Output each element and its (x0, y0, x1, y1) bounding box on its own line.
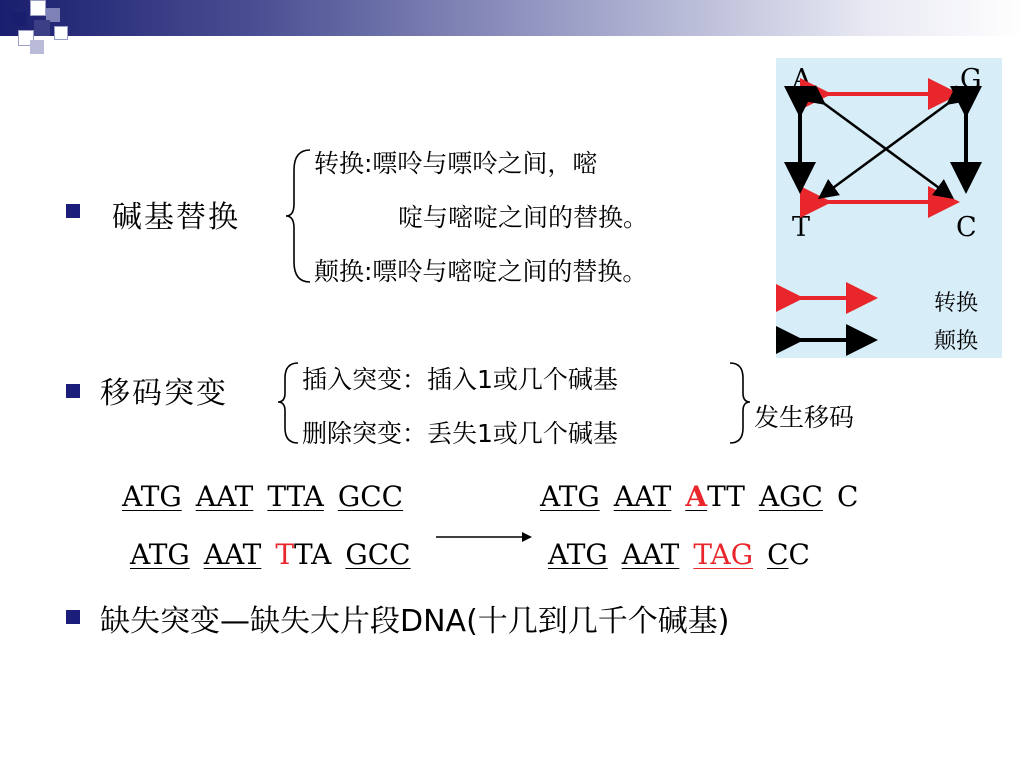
legend-transition-label: 转换 (934, 291, 979, 316)
deletion-mutation-text: 缺失突变—缺失大片段DNA(十几到几千个碱基) (100, 604, 730, 639)
bullet-square-1 (66, 204, 80, 218)
mutation-arrow (436, 530, 536, 544)
codon: AGC (758, 480, 823, 513)
codon-partial: C (836, 480, 859, 513)
codon: ATG (540, 480, 600, 513)
frameshift-right-brace (728, 360, 752, 446)
inserted-base: A (685, 480, 708, 513)
codon: AAT (195, 480, 254, 513)
codon-rest: TA (294, 538, 332, 571)
header-square-decoration (0, 0, 80, 64)
codon: GCC (345, 538, 411, 571)
node-c: C (956, 212, 977, 243)
insertion-text: 插入突变：插入1或几个碱基 (302, 365, 618, 394)
legend-transversion-label: 颠换 (934, 329, 979, 354)
node-g: G (960, 64, 982, 95)
frameshift-left-brace (276, 360, 302, 446)
frameshift-result-text: 发生移码 (754, 403, 855, 432)
node-a: A (792, 64, 812, 95)
stop-codon: TAG (693, 538, 754, 571)
codon-partial: C (767, 538, 789, 571)
substitution-brace (284, 146, 314, 286)
deleted-base: T (275, 538, 295, 571)
codon-with-deleted-base (275, 538, 331, 571)
codon: AAT (203, 538, 262, 571)
bullet-square-3 (66, 610, 80, 624)
bullet-square-2 (66, 384, 80, 398)
sequence-row2-original (130, 538, 425, 571)
transition-text-line1: 转换:嘌呤与嘌呤之间，嘧 (314, 149, 598, 178)
frameshift-label: 移码突变 (100, 376, 228, 411)
codon: ATG (130, 538, 190, 571)
node-t: T (792, 212, 811, 243)
codon: ATG (122, 480, 182, 513)
codon: TTA (267, 480, 324, 513)
codon: AAT (621, 538, 680, 571)
codon-rest: TT (707, 480, 745, 513)
sequence-row1-original (122, 480, 417, 513)
sequence-row2-deletion (548, 538, 824, 571)
codon: AAT (613, 480, 672, 513)
header-gradient-bar (0, 0, 1024, 36)
codon-with-inserted-base (685, 480, 745, 513)
codon-partial: C (788, 538, 810, 571)
deletion-text: 删除突变：丢失1或几个碱基 (302, 419, 618, 448)
codon: ATG (548, 538, 608, 571)
substitution-label: 碱基替换 (112, 200, 240, 235)
sequence-row1-insertion (540, 480, 872, 513)
codon: GCC (337, 480, 404, 513)
transition-text-line2: 啶与嘧啶之间的替换。 (398, 203, 649, 232)
transversion-text: 颠换:嘌呤与嘧啶之间的替换。 (314, 257, 648, 286)
